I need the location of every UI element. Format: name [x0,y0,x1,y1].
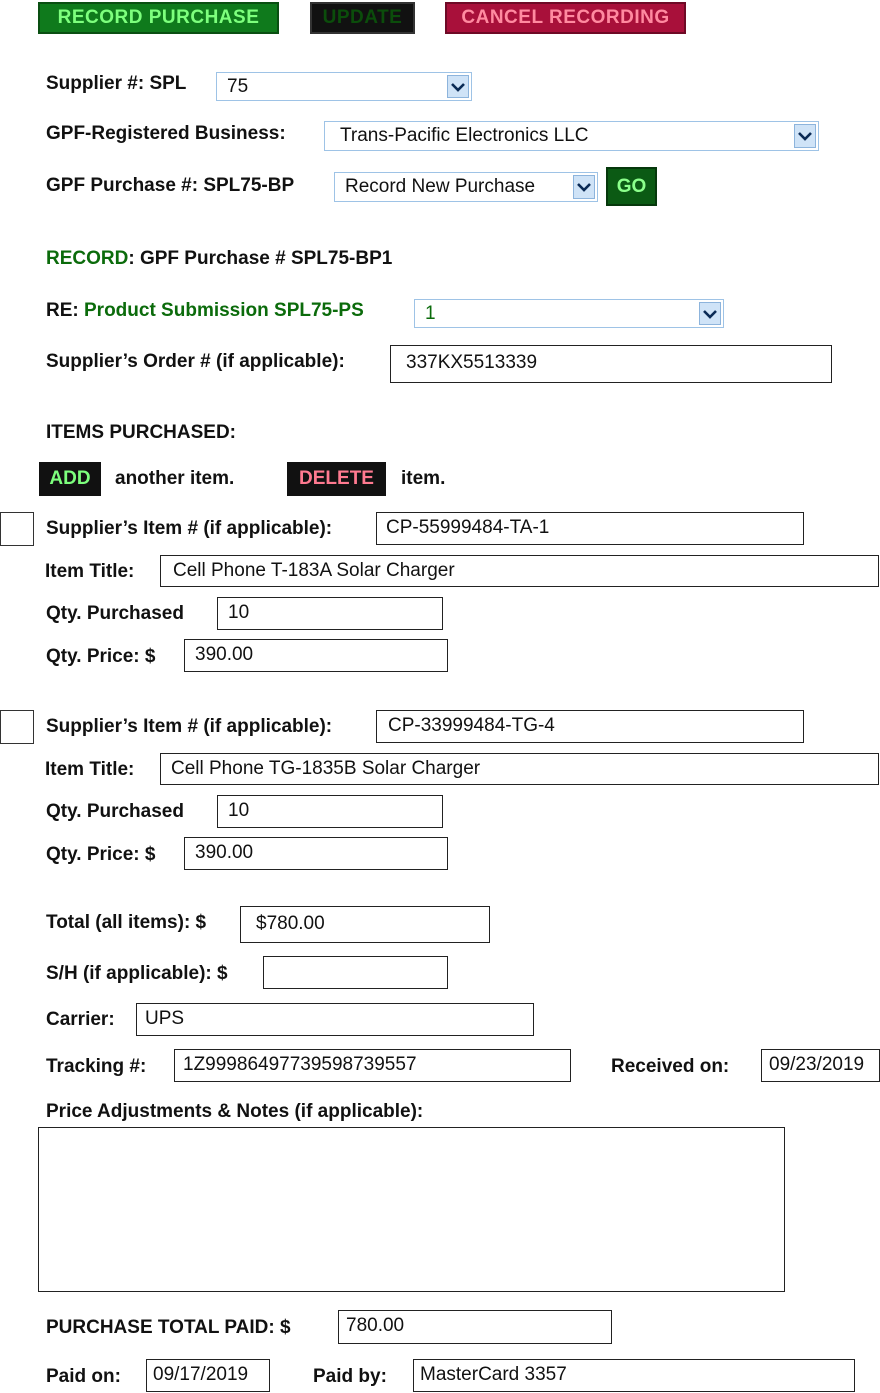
tracking-label: Tracking #: [46,1056,147,1077]
chevron-down-icon[interactable] [699,302,721,325]
order-number-field[interactable]: 337KX5513339 [390,345,832,383]
supplier-item-label: Supplier’s Item # (if applicable): [46,716,333,737]
notes-textarea[interactable] [38,1127,785,1292]
re-label [46,300,364,322]
chevron-down-icon[interactable] [573,175,595,199]
supplier-select[interactable] [216,72,472,101]
record-heading [46,248,392,270]
record-heading-prefix: RECORD [46,248,129,269]
purchase-number-label: GPF Purchase #: SPL75-BP [46,175,295,196]
item-select-checkbox[interactable] [0,512,34,546]
sh-field[interactable] [263,956,448,989]
delete-item-text: item. [401,468,446,489]
chevron-down-icon[interactable] [447,75,469,98]
paid-by-label: Paid by: [313,1366,387,1387]
qty-price-field[interactable]: 390.00 [184,639,448,672]
supplier-item-field[interactable]: CP-33999484-TG-4 [376,710,804,743]
notes-label: Price Adjustments & Notes (if applicable): [46,1101,424,1122]
item-title-label: Item Title: [45,759,135,780]
supplier-select-value: 75 [227,76,249,97]
purchase-select[interactable] [334,172,598,202]
record-purchase-button[interactable]: RECORD PURCHASE [38,2,279,34]
item-title-label: Item Title: [45,561,135,582]
submission-select-value: 1 [425,303,436,324]
add-item-button[interactable]: ADD [39,462,101,496]
paid-by-field[interactable]: MasterCard 3357 [413,1359,855,1392]
qty-purchased-field[interactable]: 10 [217,795,443,828]
item-select-checkbox[interactable] [0,710,34,744]
qty-price-label: Qty. Price: $ [46,646,156,667]
purchase-total-paid-label: PURCHASE TOTAL PAID: $ [46,1317,291,1338]
add-item-text: another item. [115,468,235,489]
items-heading: ITEMS PURCHASED: [46,422,237,443]
business-select-value: Trans-Pacific Electronics LLC [340,125,589,146]
re-prefix: RE: [46,300,84,321]
delete-item-button[interactable]: DELETE [287,462,386,496]
qty-purchased-label: Qty. Purchased [46,801,184,822]
qty-price-label: Qty. Price: $ [46,844,156,865]
cancel-recording-button[interactable]: CANCEL RECORDING [445,2,686,34]
supplier-item-field[interactable]: CP-55999484-TA-1 [376,512,804,545]
item-title-field[interactable]: Cell Phone TG-1835B Solar Charger [160,753,879,785]
qty-purchased-label: Qty. Purchased [46,603,184,624]
supplier-label: Supplier #: SPL [46,73,187,94]
submission-select[interactable] [414,299,724,328]
item-title-field[interactable]: Cell Phone T-183A Solar Charger [160,555,879,587]
order-label: Supplier’s Order # (if applicable): [46,351,345,372]
paid-on-label: Paid on: [46,1366,121,1387]
received-label: Received on: [611,1056,730,1077]
qty-price-field[interactable]: 390.00 [184,837,448,870]
received-date-field[interactable]: 09/23/2019 [761,1049,880,1082]
purchase-total-paid-field[interactable]: 780.00 [338,1310,612,1344]
record-heading-text: : GPF Purchase # SPL75-BP1 [128,248,393,269]
chevron-down-icon[interactable] [794,124,816,148]
business-label: GPF-Registered Business: [46,123,286,144]
carrier-field[interactable]: UPS [136,1003,534,1036]
re-submission-label: Product Submission SPL75-PS [84,300,364,321]
total-items-label: Total (all items): $ [46,912,207,933]
purchase-select-value: Record New Purchase [345,176,536,197]
update-button[interactable]: UPDATE [310,2,415,34]
carrier-label: Carrier: [46,1009,115,1030]
total-items-field[interactable]: $780.00 [240,906,490,943]
tracking-field[interactable]: 1Z99986497739598739557 [174,1049,571,1082]
supplier-item-label: Supplier’s Item # (if applicable): [46,518,333,539]
go-button[interactable]: GO [606,167,657,206]
qty-purchased-field[interactable]: 10 [217,597,443,630]
business-select[interactable] [324,121,819,151]
paid-on-field[interactable]: 09/17/2019 [146,1359,270,1392]
sh-label: S/H (if applicable): $ [46,963,228,984]
